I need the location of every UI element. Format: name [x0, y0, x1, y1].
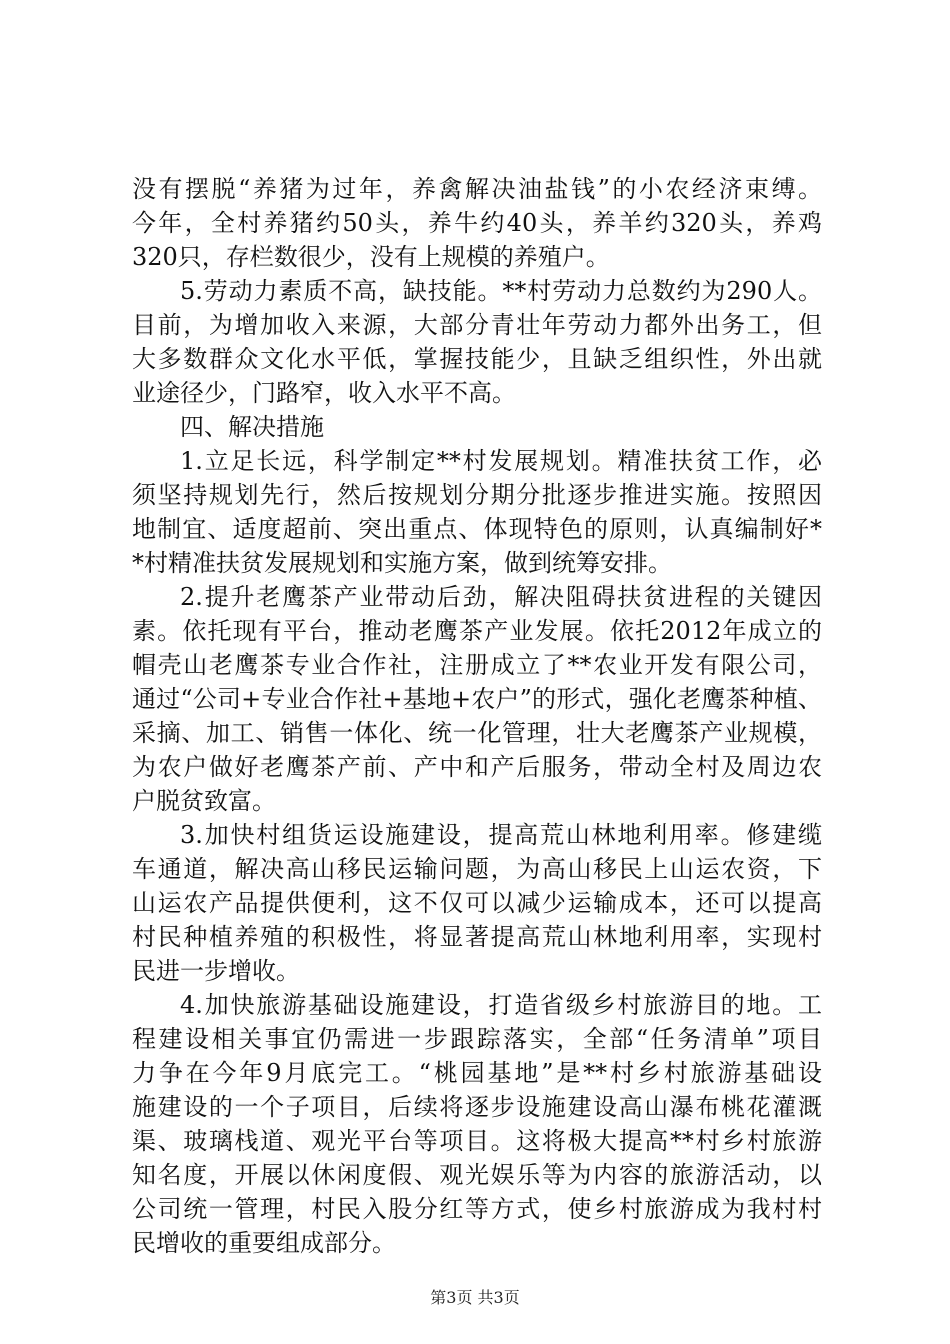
text-line: 为农户做好老鹰茶产前、产中和产后服务，带动全村及周边农	[132, 753, 822, 781]
text-line: 业途径少，门路窄，收入水平不高。	[132, 379, 516, 407]
text-line: 帽壳山老鹰茶专业合作社，注册成立了**农业开发有限公司，	[132, 651, 822, 679]
text-line: 5.劳动力素质不高，缺技能。**村劳动力总数约为290人。	[180, 277, 822, 305]
text-line: 今年，全村养猪约50头，养牛约40头，养羊约320头，养鸡	[132, 209, 822, 237]
text-line: 没有摆脱“养猪为过年，养禽解决油盐钱”的小农经济束缚。	[132, 175, 822, 203]
text-line: 渠、玻璃栈道、观光平台等项目。这将极大提高**村乡村旅游	[132, 1127, 822, 1155]
text-line: 村民种植养殖的积极性，将显著提高荒山林地利用率，实现村	[132, 923, 822, 951]
text-line: 公司统一管理，村民入股分红等方式，使乡村旅游成为我村村	[132, 1195, 822, 1223]
text-line: 车通道，解决高山移民运输问题，为高山移民上山运农资，下	[132, 855, 822, 883]
text-line: 山运农产品提供便利，这不仅可以减少运输成本，还可以提高	[132, 889, 822, 917]
text-line: 四、解决措施	[180, 413, 324, 441]
text-line: 民进一步增收。	[132, 957, 300, 985]
text-line: 1.立足长远，科学制定**村发展规划。精准扶贫工作，必	[180, 447, 822, 475]
text-line: 户脱贫致富。	[132, 787, 276, 815]
text-line: 4.加快旅游基础设施建设，打造省级乡村旅游目的地。工	[180, 991, 822, 1019]
text-line: 地制宜、适度超前、突出重点、体现特色的原则，认真编制好*	[132, 515, 822, 543]
text-line: 程建设相关事宜仍需进一步跟踪落实，全部“任务清单”项目	[132, 1025, 822, 1053]
document-body	[132, 172, 822, 1260]
text-line: 素。依托现有平台，推动老鹰茶产业发展。依托2012年成立的	[132, 617, 822, 645]
text-line: 通过“公司+专业合作社+基地+农户”的形式，强化老鹰茶种植、	[132, 685, 822, 713]
text-line: 采摘、加工、销售一体化、统一化管理，壮大老鹰茶产业规模，	[132, 719, 822, 747]
text-line: 320只，存栏数很少，没有上规模的养殖户。	[132, 243, 610, 271]
text-line: 3.加快村组货运设施建设，提高荒山林地利用率。修建缆	[180, 821, 822, 849]
text-line: *村精准扶贫发展规划和实施方案，做到统筹安排。	[132, 549, 672, 577]
page-footer: 第3页 共3页	[430, 1288, 520, 1307]
text-line: 知名度，开展以休闲度假、观光娱乐等为内容的旅游活动，以	[132, 1161, 822, 1189]
text-line: 大多数群众文化水平低，掌握技能少，且缺乏组织性，外出就	[132, 345, 822, 373]
text-line: 目前，为增加收入来源，大部分青壮年劳动力都外出务工，但	[132, 311, 822, 339]
text-line: 须坚持规划先行，然后按规划分期分批逐步推进实施。按照因	[132, 481, 822, 509]
text-line: 施建设的一个子项目，后续将逐步设施建设高山瀑布桃花灌溉	[132, 1093, 822, 1121]
text-line: 民增收的重要组成部分。	[132, 1229, 396, 1257]
text-line: 2.提升老鹰茶产业带动后劲，解决阻碍扶贫进程的关键因	[180, 583, 822, 611]
text-line: 力争在今年9月底完工。“桃园基地”是**村乡村旅游基础设	[132, 1059, 822, 1087]
